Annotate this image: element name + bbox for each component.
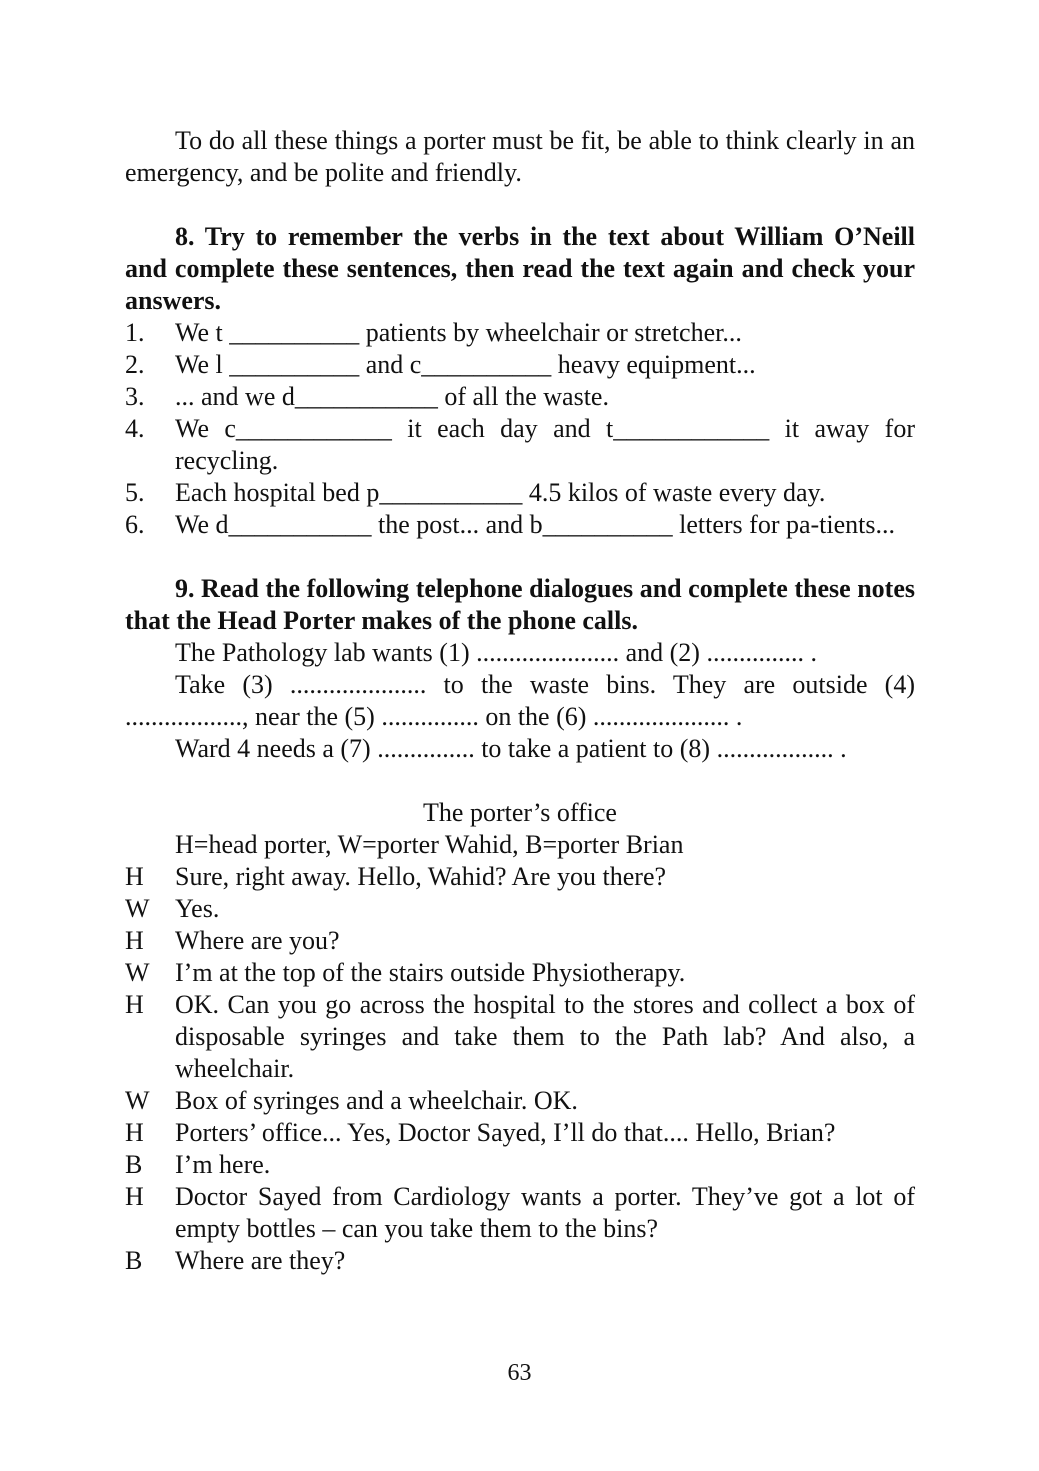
page-number: 63: [507, 1360, 532, 1386]
item-text: We c____________ it each day and t____________ it away for recycling.: [175, 414, 915, 475]
dialogue-line: [125, 1181, 915, 1245]
item-number: 6.: [125, 510, 145, 539]
speaker: W: [125, 958, 150, 987]
line-text: I’m here.: [175, 1150, 271, 1179]
speaker: H: [125, 862, 144, 891]
line-text: I’m at the top of the stairs outside Physiotherapy.: [175, 958, 686, 987]
note-line: Take (3) ..................... to the waste bins. They are outside (4): [175, 670, 915, 699]
dialogue-line: [125, 925, 915, 957]
line-text: OK. Can you go across the hospital to the stores and collect a box of disposable syringes and take them to the Path lab? And also, a wheelchair.: [175, 990, 915, 1083]
dialogue-key: H=head porter, W=porter Wahid, B=porter Brian: [175, 830, 684, 859]
list-item: [125, 317, 915, 349]
item-number: 4.: [125, 414, 145, 443]
dialogue-line: [125, 1117, 915, 1149]
exercise-9-notes: [125, 637, 915, 765]
line-text: Where are they?: [175, 1246, 346, 1275]
list-item: [125, 509, 915, 541]
speaker: W: [125, 1086, 150, 1115]
speaker: H: [125, 926, 144, 955]
exercise-8-list: [125, 317, 915, 541]
item-number: 3.: [125, 382, 145, 411]
note-line: The Pathology lab wants (1) ...................... and (2) ............... .: [175, 638, 817, 667]
intro-paragraph: To do all these things a porter must be fit, be able to think clearly in an emergency, and be polite and friendly.: [125, 126, 915, 187]
line-text: Box of syringes and a wheelchair. OK.: [175, 1086, 578, 1115]
item-text: We d___________ the post... and b__________ letters for pa-tients...: [175, 510, 896, 539]
dialogue-line: [125, 861, 915, 893]
speaker: H: [125, 1118, 144, 1147]
speaker: W: [125, 894, 150, 923]
item-text: Each hospital bed p___________ 4.5 kilos of waste every day.: [175, 478, 826, 507]
line-text: Porters’ office... Yes, Doctor Sayed, I’ll do that.... Hello, Brian?: [175, 1118, 836, 1147]
line-text: Yes.: [175, 894, 220, 923]
list-item: [125, 349, 915, 381]
dialogue-lines: [125, 861, 915, 1277]
item-number: 1.: [125, 318, 145, 347]
list-item: [125, 381, 915, 413]
item-number: 2.: [125, 350, 145, 379]
page-content: [125, 125, 915, 1277]
item-text: We l __________ and c__________ heavy equipment...: [175, 350, 756, 379]
speaker: H: [125, 1182, 144, 1211]
speaker: B: [125, 1246, 143, 1275]
line-text: Doctor Sayed from Cardiology wants a porter. They’ve got a lot of empty bottles – can you take them to the bins?: [175, 1182, 915, 1243]
item-text: ... and we d___________ of all the waste.: [175, 382, 609, 411]
list-item: [125, 413, 915, 477]
dialogue-line: [125, 893, 915, 925]
note-line: Ward 4 needs a (7) ............... to take a patient to (8) .................. .: [175, 734, 847, 763]
dialogue-line: [125, 1149, 915, 1181]
line-text: Where are you?: [175, 926, 340, 955]
note-line: .................., near the (5) ............... on the (6) ..................... .: [125, 702, 743, 731]
item-text: We t __________ patients by wheelchair or stretcher...: [175, 318, 742, 347]
speaker: H: [125, 990, 144, 1019]
dialogue-line: [125, 989, 915, 1085]
dialogue-line: [125, 1085, 915, 1117]
line-text: Sure, right away. Hello, Wahid? Are you there?: [175, 862, 667, 891]
exercise-9-heading: 9. Read the following telephone dialogues and complete these notes that the Head Porter makes of the phone calls.: [125, 574, 915, 635]
exercise-8-heading: 8. Try to remember the verbs in the text about William O’Neill and complete these sentences, then read the text again and check your answers.: [125, 222, 915, 315]
item-number: 5.: [125, 478, 145, 507]
dialogue-line: [125, 957, 915, 989]
dialogue-line: [125, 1245, 915, 1277]
speaker: B: [125, 1150, 143, 1179]
dialogue-title: The porter’s office: [423, 798, 617, 827]
list-item: [125, 477, 915, 509]
